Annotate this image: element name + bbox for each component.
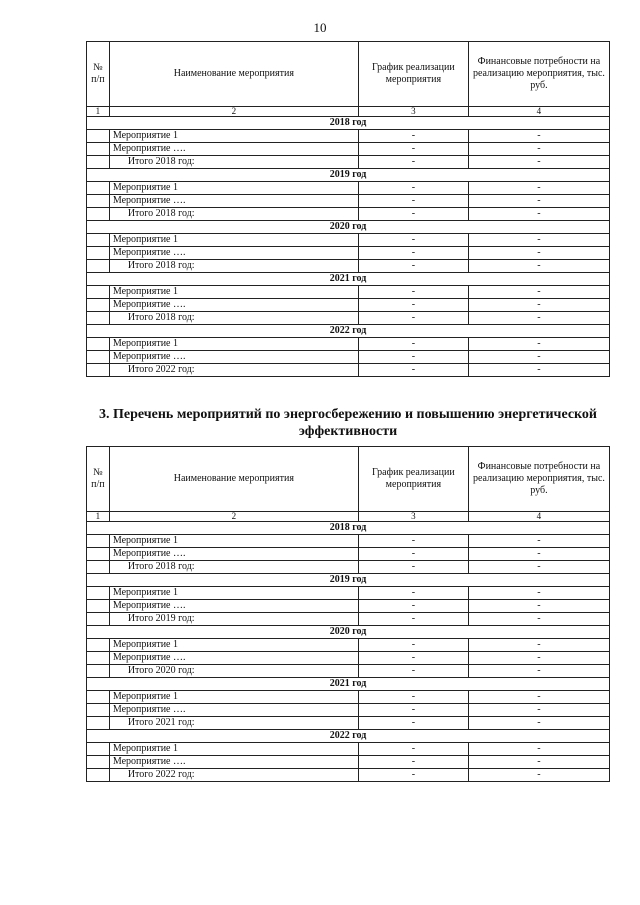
schedule-cell: -: [358, 234, 468, 247]
year-label: 2021 год: [87, 273, 610, 286]
page-number: 10: [313, 20, 327, 35]
column-number: 1: [87, 107, 110, 117]
schedule-cell: -: [358, 130, 468, 143]
number-cell: [87, 756, 110, 769]
table-row: [87, 587, 610, 600]
column-number: 4: [468, 512, 609, 522]
header-schedule: График реализации мероприятия: [358, 42, 468, 107]
number-cell: [87, 286, 110, 299]
schedule-cell: -: [358, 613, 468, 626]
column-number: 4: [468, 107, 609, 117]
schedule-cell: -: [358, 756, 468, 769]
total-label: Итого 2021 год:: [109, 717, 358, 730]
number-cell: [87, 561, 110, 574]
total-label: Итого 2018 год:: [109, 312, 358, 325]
number-cell: [87, 600, 110, 613]
table-row: [87, 652, 610, 665]
schedule-cell: -: [358, 652, 468, 665]
finance-cell: -: [468, 156, 609, 169]
column-number: 2: [109, 512, 358, 522]
number-cell: [87, 208, 110, 221]
table-row: [87, 639, 610, 652]
event-name: Мероприятие 1: [109, 535, 358, 548]
schedule-cell: -: [358, 364, 468, 377]
schedule-cell: -: [358, 600, 468, 613]
event-name: Мероприятие ….: [109, 704, 358, 717]
header-name: Наименование мероприятия: [109, 42, 358, 107]
number-cell: [87, 639, 110, 652]
finance-cell: -: [468, 535, 609, 548]
schedule-cell: -: [358, 182, 468, 195]
schedule-cell: -: [358, 561, 468, 574]
schedule-cell: -: [358, 665, 468, 678]
schedule-cell: -: [358, 312, 468, 325]
table-header-row: [87, 447, 610, 512]
finance-cell: -: [468, 704, 609, 717]
total-row: [87, 208, 610, 221]
event-name: Мероприятие ….: [109, 299, 358, 312]
schedule-cell: -: [358, 260, 468, 273]
finance-cell: -: [468, 769, 609, 782]
table-row: [87, 756, 610, 769]
year-label: 2020 год: [87, 626, 610, 639]
finance-cell: -: [468, 600, 609, 613]
schedule-cell: -: [358, 351, 468, 364]
finance-cell: -: [468, 548, 609, 561]
events-table-2: [86, 446, 610, 782]
number-cell: [87, 769, 110, 782]
column-number: 3: [358, 107, 468, 117]
finance-cell: -: [468, 351, 609, 364]
schedule-cell: -: [358, 639, 468, 652]
event-name: Мероприятие 1: [109, 743, 358, 756]
event-name: Мероприятие ….: [109, 351, 358, 364]
column-number: 3: [358, 512, 468, 522]
header-number: № п/п: [87, 447, 110, 512]
table-row: [87, 182, 610, 195]
table-row: [87, 234, 610, 247]
number-cell: [87, 299, 110, 312]
finance-cell: -: [468, 312, 609, 325]
total-row: [87, 613, 610, 626]
finance-cell: -: [468, 756, 609, 769]
finance-cell: -: [468, 652, 609, 665]
table-row: [87, 247, 610, 260]
header-finance: Финансовые потребности на реализацию мероприятия, тыс. руб.: [468, 42, 609, 107]
header-number: № п/п: [87, 42, 110, 107]
event-name: Мероприятие 1: [109, 639, 358, 652]
finance-cell: -: [468, 208, 609, 221]
finance-cell: -: [468, 299, 609, 312]
event-name: Мероприятие 1: [109, 691, 358, 704]
schedule-cell: -: [358, 299, 468, 312]
year-label: 2019 год: [87, 574, 610, 587]
finance-cell: -: [468, 338, 609, 351]
number-cell: [87, 364, 110, 377]
table-row: [87, 548, 610, 561]
schedule-cell: -: [358, 208, 468, 221]
total-row: [87, 312, 610, 325]
year-label: 2022 год: [87, 325, 610, 338]
finance-cell: -: [468, 260, 609, 273]
total-row: [87, 717, 610, 730]
number-cell: [87, 234, 110, 247]
number-cell: [87, 130, 110, 143]
total-label: Итого 2018 год:: [109, 156, 358, 169]
table-row: [87, 600, 610, 613]
total-label: Итого 2022 год:: [109, 769, 358, 782]
event-name: Мероприятие 1: [109, 182, 358, 195]
finance-cell: -: [468, 234, 609, 247]
table-row: [87, 286, 610, 299]
finance-cell: -: [468, 364, 609, 377]
number-cell: [87, 247, 110, 260]
number-cell: [87, 587, 110, 600]
schedule-cell: -: [358, 286, 468, 299]
total-row: [87, 665, 610, 678]
number-cell: [87, 338, 110, 351]
number-cell: [87, 548, 110, 561]
column-number: 2: [109, 107, 358, 117]
finance-cell: -: [468, 286, 609, 299]
year-row: [87, 273, 610, 286]
event-name: Мероприятие ….: [109, 756, 358, 769]
schedule-cell: -: [358, 548, 468, 561]
table-row: [87, 351, 610, 364]
event-name: Мероприятие ….: [109, 652, 358, 665]
table-row: [87, 143, 610, 156]
finance-cell: -: [468, 182, 609, 195]
number-cell: [87, 535, 110, 548]
finance-cell: -: [468, 639, 609, 652]
number-cell: [87, 156, 110, 169]
total-row: [87, 364, 610, 377]
number-cell: [87, 195, 110, 208]
year-label: 2020 год: [87, 221, 610, 234]
schedule-cell: -: [358, 338, 468, 351]
header-finance: Финансовые потребности на реализацию мероприятия, тыс. руб.: [468, 447, 609, 512]
table-row: [87, 691, 610, 704]
total-label: Итого 2018 год:: [109, 561, 358, 574]
year-row: [87, 574, 610, 587]
finance-cell: -: [468, 691, 609, 704]
table-row: [87, 535, 610, 548]
finance-cell: -: [468, 743, 609, 756]
schedule-cell: -: [358, 704, 468, 717]
schedule-cell: -: [358, 247, 468, 260]
year-label: 2018 год: [87, 117, 610, 130]
number-cell: [87, 613, 110, 626]
table-row: [87, 299, 610, 312]
event-name: Мероприятие ….: [109, 195, 358, 208]
number-cell: [87, 312, 110, 325]
event-name: Мероприятие ….: [109, 548, 358, 561]
schedule-cell: -: [358, 691, 468, 704]
schedule-cell: -: [358, 535, 468, 548]
event-name: Мероприятие 1: [109, 587, 358, 600]
total-label: Итого 2018 год:: [109, 260, 358, 273]
schedule-cell: -: [358, 143, 468, 156]
total-row: [87, 260, 610, 273]
year-label: 2021 год: [87, 678, 610, 691]
column-number-row: [87, 107, 610, 117]
total-row: [87, 561, 610, 574]
table-header-row: [87, 42, 610, 107]
event-name: Мероприятие ….: [109, 600, 358, 613]
schedule-cell: -: [358, 769, 468, 782]
number-cell: [87, 691, 110, 704]
total-row: [87, 769, 610, 782]
finance-cell: -: [468, 130, 609, 143]
event-name: Мероприятие 1: [109, 338, 358, 351]
table-row: [87, 338, 610, 351]
year-row: [87, 522, 610, 535]
total-label: Итого 2020 год:: [109, 665, 358, 678]
total-label: Итого 2018 год:: [109, 208, 358, 221]
year-row: [87, 117, 610, 130]
event-name: Мероприятие 1: [109, 286, 358, 299]
table-row: [87, 195, 610, 208]
number-cell: [87, 717, 110, 730]
number-cell: [87, 351, 110, 364]
year-label: 2022 год: [87, 730, 610, 743]
finance-cell: -: [468, 195, 609, 208]
finance-cell: -: [468, 665, 609, 678]
schedule-cell: -: [358, 743, 468, 756]
total-label: Итого 2019 год:: [109, 613, 358, 626]
table-row: [87, 704, 610, 717]
finance-cell: -: [468, 717, 609, 730]
year-row: [87, 730, 610, 743]
number-cell: [87, 260, 110, 273]
event-name: Мероприятие 1: [109, 234, 358, 247]
schedule-cell: -: [358, 156, 468, 169]
number-cell: [87, 665, 110, 678]
number-cell: [87, 143, 110, 156]
total-row: [87, 156, 610, 169]
schedule-cell: -: [358, 587, 468, 600]
section-title: 3. Перечень мероприятий по энергосбережению и повышению энергетической эффективности: [98, 407, 598, 439]
number-cell: [87, 704, 110, 717]
table-row: [87, 130, 610, 143]
finance-cell: -: [468, 561, 609, 574]
number-cell: [87, 652, 110, 665]
event-name: Мероприятие ….: [109, 247, 358, 260]
events-table-1: [86, 41, 610, 377]
year-row: [87, 221, 610, 234]
number-cell: [87, 743, 110, 756]
year-label: 2018 год: [87, 522, 610, 535]
year-row: [87, 626, 610, 639]
event-name: Мероприятие 1: [109, 130, 358, 143]
finance-cell: -: [468, 587, 609, 600]
finance-cell: -: [468, 247, 609, 260]
year-row: [87, 169, 610, 182]
column-number-row: [87, 512, 610, 522]
finance-cell: -: [468, 613, 609, 626]
total-label: Итого 2022 год:: [109, 364, 358, 377]
finance-cell: -: [468, 143, 609, 156]
event-name: Мероприятие ….: [109, 143, 358, 156]
header-name: Наименование мероприятия: [109, 447, 358, 512]
column-number: 1: [87, 512, 110, 522]
schedule-cell: -: [358, 717, 468, 730]
number-cell: [87, 182, 110, 195]
year-row: [87, 325, 610, 338]
table-row: [87, 743, 610, 756]
header-schedule: График реализации мероприятия: [358, 447, 468, 512]
year-label: 2019 год: [87, 169, 610, 182]
schedule-cell: -: [358, 195, 468, 208]
year-row: [87, 678, 610, 691]
